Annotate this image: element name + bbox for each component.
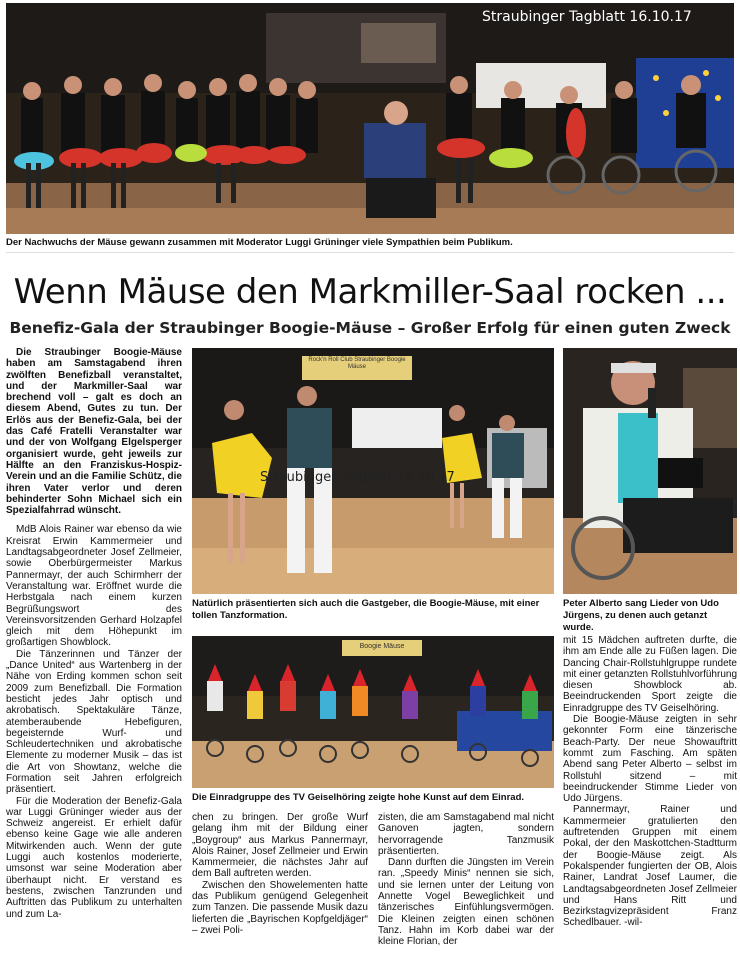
divider <box>6 252 734 253</box>
article-paragraph: Pannermayr, Rainer und Kammermeier gratulierten den auftretenden Gruppen mit einem Pokal, der den Maskottchen-Stadtturm der Boogie-Mäuse zeigt. Als Pokalspender fungierten der OB, Alois Rainer, Landrat Josef Laumer, die Landtagsabgeordneten Josef Zellmeier und Hans Ritt und Bezirkstagvizepräsident Franz Schedlbauer. -wil- <box>563 804 737 929</box>
einradgruppe-caption: Die Einradgruppe des TV Geiselhöring zeigte hohe Kunst auf dem Einrad. <box>192 792 525 803</box>
article-paragraph: Zwischen den Showelementen hatte das Publikum genügend Gelegenheit zum Tanzen. Die passende Musik dazu lieferten die „Bayrischen Kopfgeldjäger“ – zwei Poli- <box>192 879 368 936</box>
stage-banner: Boogie Mäuse <box>359 643 405 650</box>
article-paragraph: zisten, die am Samstagabend mal nicht Ganoven jagten, sondern hervorragende Tanzmusik präsentierten. <box>378 812 554 857</box>
watermark: Straubinger Tagblatt 16.10.17 <box>482 9 692 25</box>
article-paragraph: chen zu bringen. Der große Wurf gelang ihm mit der Bildung einer „Boygroup“ aus Markus Pannermayr, Alois Rainer, Josef Zellmeier und Erwin Kammermeier, die nächstes Jahr auf dem Ball auftreten werden. <box>192 812 368 880</box>
article-column-2 <box>192 812 368 936</box>
boogie-maeuse-photo <box>192 348 554 594</box>
article-paragraph: mit 15 Mädchen auftreten durfte, die ihm am Ende alle zu Füßen lagen. Die Dancing Chair-Rollstuhlgruppe rundete mit einer getanzten Rollstuhlvorführung diesen Showblock ab. Beeindruckenden Sport zeigte die Einradgruppe des TV Geiselhöring. <box>563 635 737 714</box>
article-paragraph: Dann durften die Jüngsten im Verein ran. „Speedy Minis“ nennen sie sich, und sie lernen unter der Leitung von Annette Vogel Beweglichkeit und tänzerisches Einfühlungsvermögen. Die Kleinen zeigten einen schönen Tanz. Hahn im Korb dabei war der kleine Florian, der <box>378 857 554 948</box>
article-paragraph: MdB Alois Rainer war ebenso da wie Kreisrat Erwin Kammermeier und Landtagsabgeordneter Josef Zellmeier, sowie Oberbürgermeister Markus Pannermayr, der auch Schirmherr der Veranstaltung war. Eröffnet wurde die Herbstgala nach einem kurzen Begrüßungswort des Vereinsvorsitzenden Gerhard Holzapfel gleich mit dem Höhepunkt im großartigen Showblock. <box>6 524 182 649</box>
einradgruppe-photo <box>192 636 554 788</box>
subheadline: Benefiz-Gala der Straubinger Boogie-Mäuse – Großer Erfolg für einen guten Zweck <box>9 319 731 337</box>
boogie-maeuse-caption: Natürlich präsentierten sich auch die Gastgeber, die Boogie-Mäuse, mit einer tollen Tanzformation. <box>192 598 540 621</box>
article-column-4 <box>563 635 737 929</box>
top-photo <box>6 3 734 234</box>
peter-alberto-caption: Peter Alberto sang Lieder von Udo Jürgens, zu denen auch getanzt wurde. <box>563 598 719 633</box>
article-paragraph: Für die Moderation der Benefiz-Gala war Luggi Grüninger wieder aus der Schweiz angereist. Er erhielt dafür ebenso keine Gage wie alle anderen Mitwirkenden auch. Wenn der gute Luggi auch kostenlos moderierte, umsonst war seine Moderation aber überhaupt nicht. Er verstand es bestens, zwischen Tanzrunden und Auftritten das Publikum zu unterhalten und zum La- <box>6 795 182 920</box>
article-paragraph: Die Tänzerinnen und Tänzer der „Dance United“ aus Wartenberg in der Nähe von Erding kommen schon seit 2009 zum Benefizball. Die Formation besticht jedes Jahr optisch und akrobatisch. Spektakuläre Tänze, atemberaubende Hebefiguren, begeisternde Wurf- und Schleudertechniken und akrobatische Elemente zu moderner Musik – das ist die Art von Showtanz, welche die Formation seit Jahren erfolgreich präsentiert. <box>6 648 182 796</box>
peter-alberto-photo <box>563 348 737 594</box>
article-lead: Die Straubinger Boogie-Mäuse haben am Samstagabend ihren zwölften Benefizball veranstaltet, und der Markmiller-Saal war brechend voll – galt es doch an diesem Abend, Gutes zu tun. Der Erlös aus der Benefiz-Gala, bei der das Café Fratelli Veranstalter war und der von Wolfgang Elgelsperger organisiert wurde, geht jeweils zur Hälfte an den Franziskus-Hospiz-Verein und an die Familie Schütz, die ihren Vater verlor und deren behinderter Sohn Michael sich ein Spezialfahrrad wünscht. <box>6 347 182 517</box>
article-paragraph: Die Boogie-Mäuse zeigten in sehr gekonnter Form eine tänzerische Beach-Party. Der neue Showauftritt kommt zum Fasching. Am späten Abend sang Peter Alberto – selbst im Rollstuhl sitzend – mit beeindruckender Stimme Lieder von Udo Jürgens. <box>563 714 737 805</box>
top-photo-caption: Der Nachwuchs der Mäuse gewann zusammen mit Moderator Luggi Grüninger viele Sympathien beim Publikum. <box>6 237 513 248</box>
stage-banner: Rock'n Roll Club Straubinger Boogie Mäuse <box>308 357 406 370</box>
headline: Wenn Mäuse den Markmiller-Saal rocken ... <box>13 272 727 312</box>
article-column-3 <box>378 812 554 948</box>
watermark: Straubinger Tagblatt 16.10.17 <box>260 470 455 485</box>
article-column-1 <box>6 347 182 957</box>
